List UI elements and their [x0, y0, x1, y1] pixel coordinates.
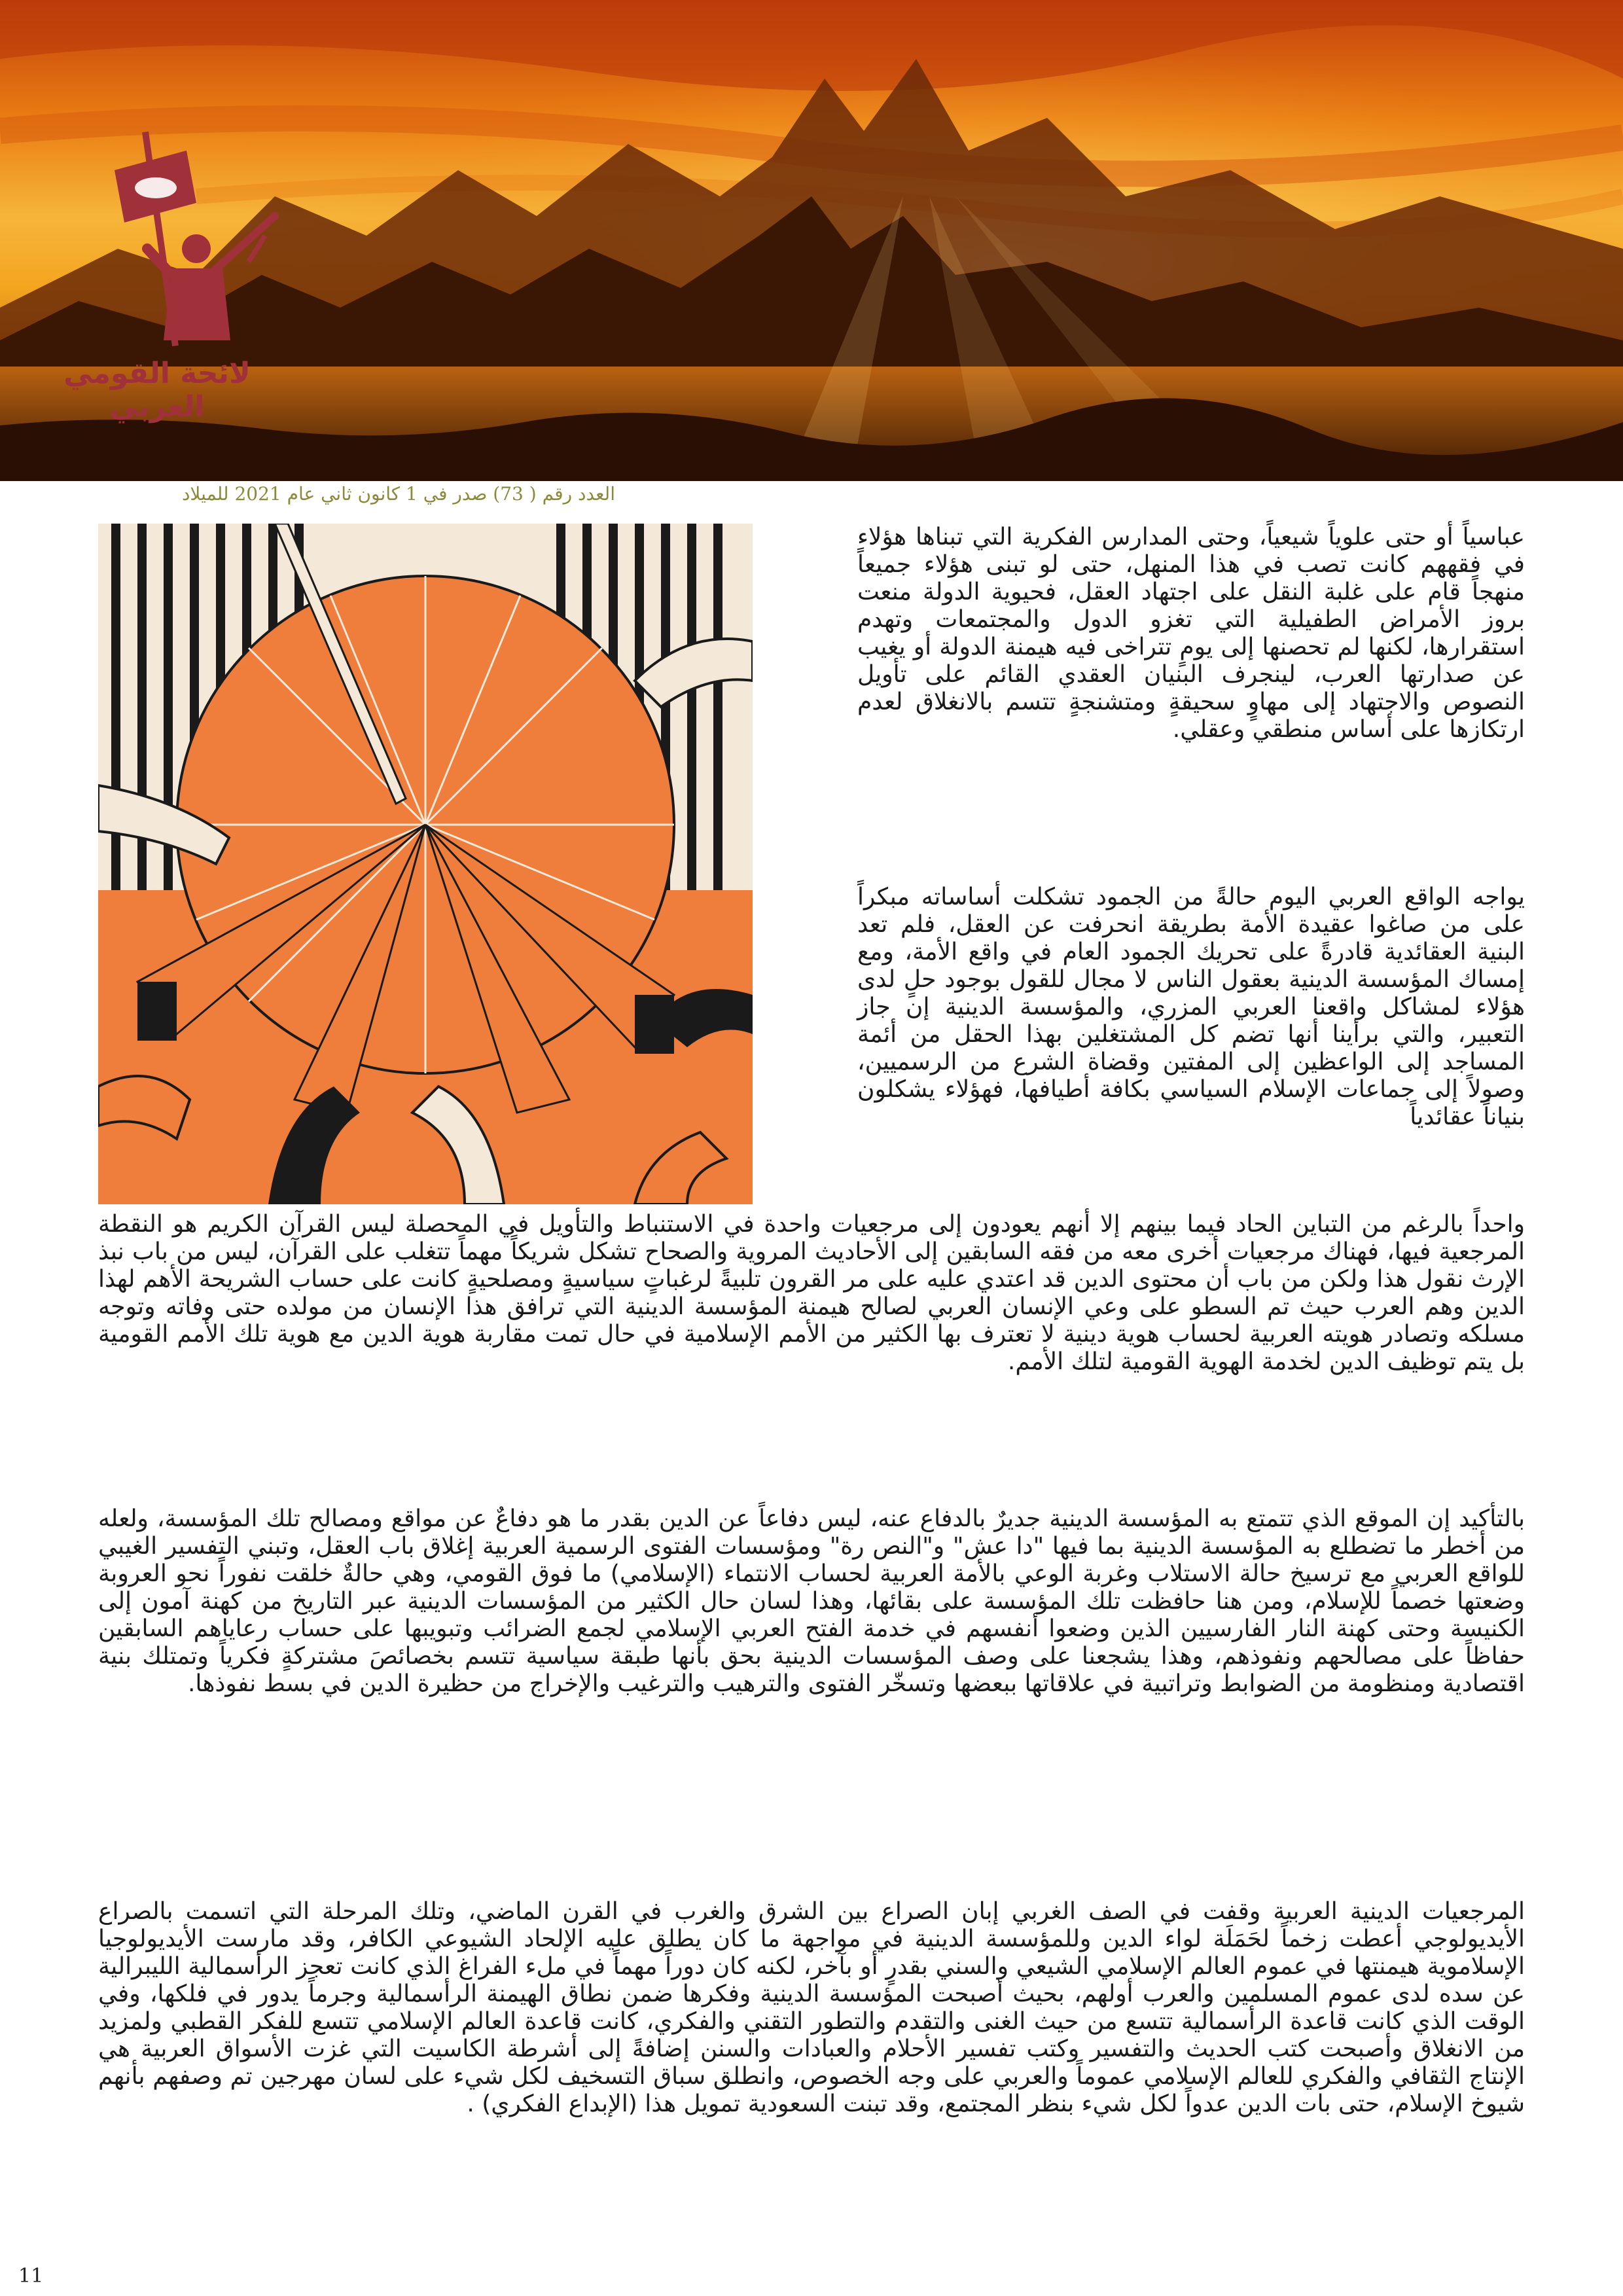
article-illustration [98, 524, 753, 1204]
paragraph-2-top: يواجه الواقع العربي اليوم حالةً من الجمود تشكلت أساساته مبكراً على من صاغوا عقيدة الأمة بطريقة انحرفت عن العقل، فلم تعد البنية العقائدية قادرةً على تحريك الجمود العام في واقع الأمة، ومع إمساك المؤسسة الدينية بعقول الناس لا مجال للقول بوجود حلٍ لدى هؤلاء لمشاكل واقعنا العربي المزري، والمؤسسة الدينية إن جاز التعبير، والتي برأينا أنها تضم كل المشتغلين بهذا الحقل من أئمة المساجد إلى الواعظين إلى المفتين وقضاة الشرع من الرسميين، وصولاً إلى جماعات الإسلام السياسي بكافة أطيافها، فهؤلاء يشكلون بنياناً عقائدياً [857, 884, 1525, 1130]
header-banner [0, 0, 1623, 481]
hands-pie-illustration [98, 524, 753, 1204]
page-number: 11 [18, 2265, 44, 2287]
paragraph-2-bottom: واحداً بالرغم من التباين الحاد فيما بينهم إلا أنهم يعودون إلى مرجعيات واحدة في الاستنباط والتأويل في المحصلة ليس القرآن الكريم هو النقطة المرجعية فيها، فهناك مرجعيات أخرى معه من فقه السابقين إلى الأحاديث المروية والصحاح تشكل شريكاً مهماً تتغلب على القرآن، ليس من باب نبذ الإرث نقول هذا ولكن من باب أن محتوى الدين قد اعتدي عليه على مر القرون تلبيةً لرغباتٍ سياسيةٍ ومصلحيةٍ كانت على حساب الشريحة الأهم لهذا الدين وهم العرب حيث تم السطو على وعي الإنسان العربي لصالح هيمنة المؤسسة الدينية التي ترافق هذا الإنسان من مولده حتى وفاته وتوجه مسلكه وتصادر هويته العربية لحساب هوية دينية لا تعترف بها الكثير من الأمم الإسلامية في حال تمت مقاربة هوية الدين مع هوية تلك الأمم القومية بل يتم توظيف الدين لخدمة الهوية القومية لتلك الأمم. [98, 1211, 1525, 1375]
paragraph-4: المرجعيات الدينية العربية وقفت في الصف الغربي إبان الصراع بين الشرق والغرب في القرن الماضي، وتلك المرحلة التي اتسمت بالصراع الأيديولوجي أعطت زخماً لحَمَلَة لواء الدين وللمؤسسة الدينية في مواجهة ما كان يطلق عليه الإلحاد الشيوعي الكافر، وقد مارست الأيديولوجيا الإسلاموية هيمنتها في عموم العالم الإسلامي الشيعي والسني بقدرٍ أو بآخر، لكنه كان دوراً مهماً في ملء الفراغ الذي كانت تعجز الرأسمالية الليبرالية عن سده لدى عموم المسلمين والعرب أولهم، بحيث أصبحت المؤسسة الدينية وفكرها ضمن نطاق الهيمنة الرأسمالية وجرماً يدور في فلكها، وفي الوقت الذي كانت قاعدة الرأسمالية تتسع من حيث الغنى والتقدم والتطور التقني والفكري، كانت قاعدة العالم الإسلامي تتسع للفكر القطبي ولمزيد من الانغلاق وأصبحت كتب الحديث والتفسير وكتب تفسير الأحلام والعبادات والسنن إضافةً إلى أشرطة الكاسيت التي غزت الأسواق العربية هي الإنتاج الثقافي والفكري للعالم الإسلامي عموماً والعربي على وجه الخصوص، وانطلق سباق التسخيف لكل شيء على لسان مهرجين تم وصفهم بأنهم شيوخ الإسلام، حتى بات الدين عدواً لكل شيء بنظر المجتمع، وقد تبنت السعودية تمويل هذا (الإبداع الفكري) . [98, 1898, 1525, 2117]
paragraph-3: بالتأكيد إن الموقع الذي تتمتع به المؤسسة الدينية جديرٌ بالدفاع عنه، ليس دفاعاً عن الدين بقدر ما هو دفاعٌ عن مواقع ومصالح تلك المؤسسة، ولعله من أخطر ما تضطلع به المؤسسة الدينية بما فيها "دا عش" و"النص رة" ومؤسسات الفتوى الرسمية العربية إغلاق باب العقل، وتبني التفسير الغيبي للواقع العربي مع ترسيخ حالة الاستلاب وغربة الوعي بالأمة العربية لحساب الانتماء (الإسلامي) ما فوق القومي، وهي حالةٌ خلقت نفوراً نحو العروبة وضعتها خصماً للإسلام، ومن هنا حافظت تلك المؤسسة على بقائها، وهذا لسان حال الكثير من المؤسسات الدينية عبر التاريخ من كهنة آمون إلى الكنيسة وحتى كهنة النار الفارسيين الذين وضعوا أنفسهم في خدمة الفتح العربي الإسلامي لجمع الضرائب وتبويبها على حساب رعاياهم السابقين حفاظاً على مصالحهم ونفوذهم، وهذا يشجعنا على وصف المؤسسات الدينية بحق بأنها طبقة سياسية تتسم بخصائصَ مشتركةٍ فكرياً وتمتلك بنية اقتصادية ومنظومة من الضوابط وتراتبية في علاقاتها ببعضها وتسخّر الفتوى والترهيب والترغيب والإخراج من حظيرة الدين في بسط نفوذها. [98, 1505, 1525, 1697]
paragraph-1: عباسياً أو حتى علوياً شيعياً، وحتى المدارس الفكرية التي تبناها هؤلاء في فقههم كانت تصب في هذا المنهل، حتى لو تبنى هؤلاء جميعاً منهجاً قام على غلبة النقل على اجتهاد العقل، فحيوية الدولة منعت بروز الأمراض الطفيلية التي تغزو الدول والمجتمعات وتهدم استقرارها، لكنها لم تحصنها إلى يومٍ تتراخى فيه هيمنة الدولة أو يغيب عن صدارتها العرب، لينجرف البنيان العقدي القائم على تأويل النصوص والاجتهاد إلى مهاوٍ سحيقةٍ ومتشنجةٍ تتسم بالانغلاق لعدم ارتكازها على أساس منطقي وعقلي. [857, 524, 1525, 743]
logo-text: لائحة القومي العربي [63, 357, 251, 423]
issue-info: العدد رقم ( 73) صدر في 1 كانون ثاني عام 2021 للميلاد [181, 483, 615, 505]
